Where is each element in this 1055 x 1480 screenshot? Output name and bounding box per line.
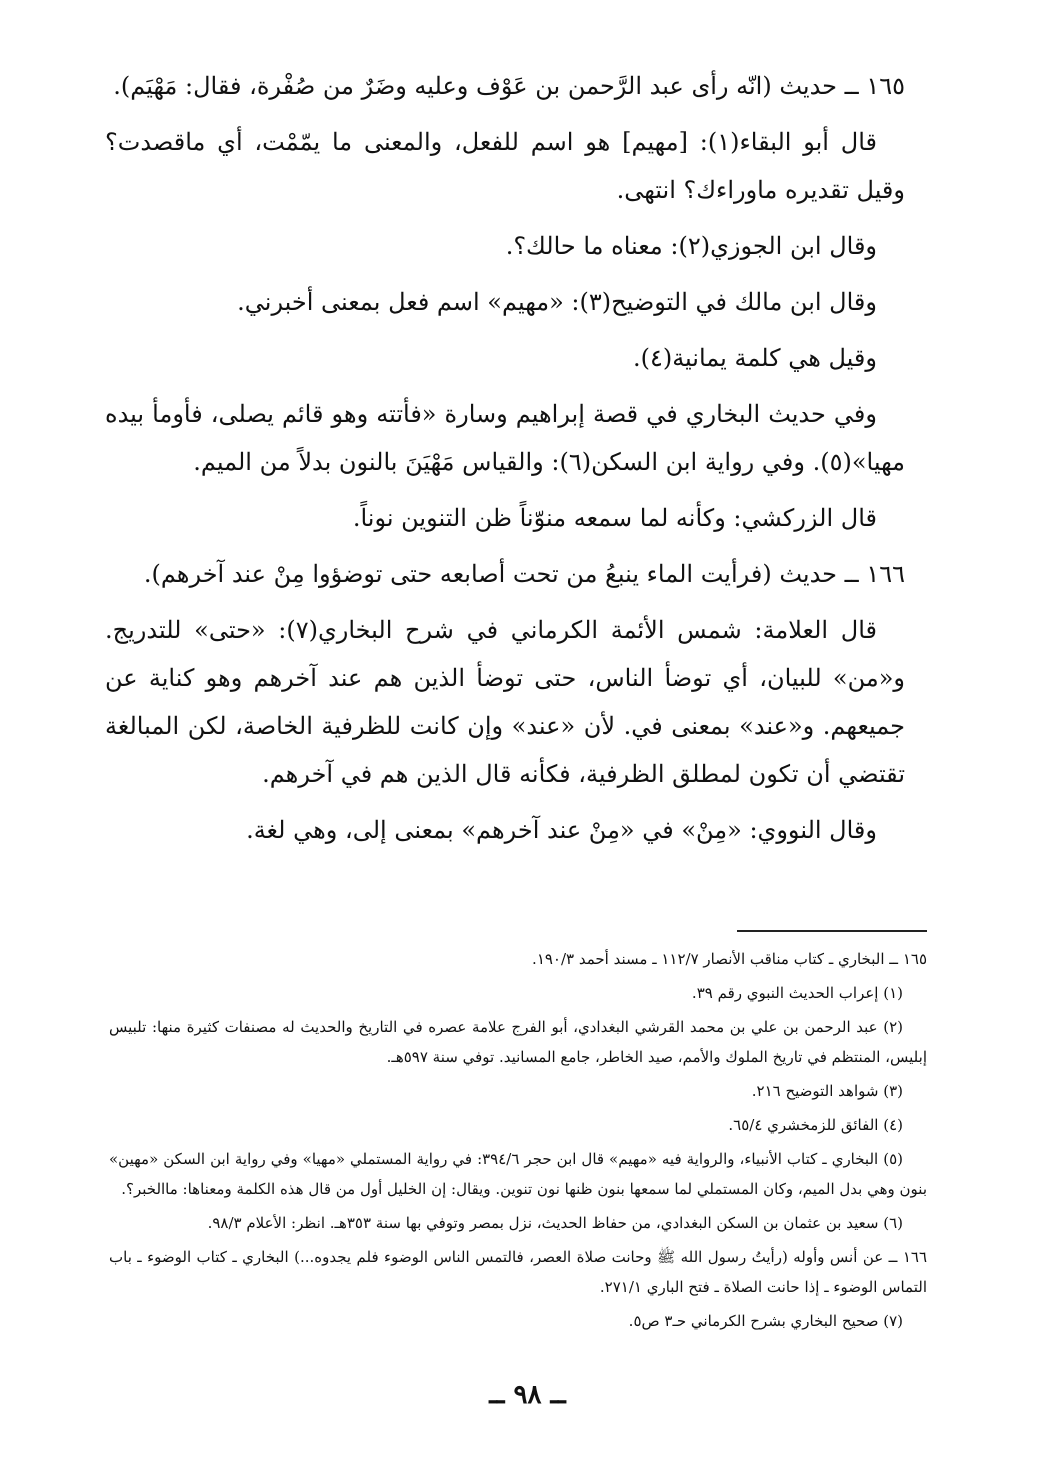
nawawi-paragraph: وقال النووي: «مِنْ» في «مِنْ عند آخرهم» بمعنى إلى، وهي لغة. [246,816,877,844]
hadith-165-heading: ١٦٥ ــ حديث (انّه رأى عبد الرَّحمن بن عَوْف وعليه وضَرٌ من صُفْرة، فقال: مَهْيَم). [113,72,905,100]
footnote-divider [737,930,927,932]
bukhari-sarah-paragraph: وفي حديث البخاري في قصة إبراهيم وسارة «فأتته وهو قائم يصلى، فأومأ بيده مهيا»(٥). وفي رواية ابن السكن(٦): والقياس مَهْيَنَ بالنون بدلاً من الميم. [105,400,905,476]
footnote: (١) إعراب الحديث النبوي رقم ٣٩. [691,984,903,1002]
footnote: (٥) البخاري ـ كتاب الأنبياء، والرواية فيه «مهيم» قال ابن حجر ٣٩٤/٦: في رواية المستملي «مهيا» وفي رواية ابن السكن «مهين» بنون وهي بدل الميم، وكان المستملي لما سمعها بنون ظنها نون تنوين. ويقال: إن الخليل أول من قال هذه الكلمة ومعناها: ماالخبر؟. [109,1150,927,1198]
footnote: ١٦٦ ــ عن أنس وأوله (رأيتُ رسول الله ﷺ وحانت صلاة العصر، فالتمس الناس الوضوء فلم يجدوه...) البخاري ـ كتاب الوضوء ـ باب التماس الوضوء ـ إذا حانت الصلاة ـ فتح الباري ٢٧١/١. [109,1248,927,1296]
main-text [105,62,905,862]
footnote: (٢) عبد الرحمن بن علي بن محمد القرشي البغدادي، أبو الفرج علامة عصره في التاريخ والحديث له مصنفات كثيرة منها: تلبيس إبليس، المنتظم في تاريخ الملوك والأمم، صيد الخاطر، جامع المسانيد. توفي سنة ٥٩٧هـ. [109,1018,927,1066]
page-number: ــ ٩٨ ــ [489,1380,566,1410]
footnotes [109,944,927,1340]
ibn-malik-paragraph: وقال ابن مالك في التوضيح(٣): «مهيم» اسم فعل بمعنى أخبرني. [237,288,877,316]
footnote: (٦) سعيد بن عثمان بن السكن البغدادي، من حفاظ الحديث، نزل بمصر وتوفي بها سنة ٣٥٣هـ. انظر: الأعلام ٩٨/٣. [207,1214,903,1232]
footnote: (٧) صحيح البخاري بشرح الكرماني حـ٣ ص٥. [628,1312,903,1330]
yemeni-word-paragraph: وقيل هي كلمة يمانية(٤). [632,344,877,372]
ibn-aljawzi-paragraph: وقال ابن الجوزي(٢): معناه ما حالك؟. [505,232,877,260]
kirmani-paragraph: قال العلامة: شمس الأئمة الكرماني في شرح البخاري(٧): «حتى» للتدريج. و«من» للبيان، أي توضأ الناس، حتى توضأ الذين هم عند آخرهم وهو كناية عن جميعهم. و«عند» بمعنى في. لأن «عند» وإن كانت للظرفية الخاصة، لكن المبالغة تقتضي أن تكون لمطلق الظرفية، فكأنه قال الذين هم في آخرهم. [105,616,905,788]
footnote: (٣) شواهد التوضيح ٢١٦. [751,1082,903,1100]
footnote: ١٦٥ ــ البخاري ـ كتاب مناقب الأنصار ١١٢/٧ ـ مسند أحمد ١٩٠/٣. [532,950,927,968]
hadith-166-heading: ١٦٦ ــ حديث (فرأيت الماء ينبعُ من تحت أصابعه حتى توضؤوا مِنْ عند آخرهم). [143,560,905,588]
footnote: (٤) الفائق للزمخشري ٦٥/٤. [728,1116,903,1134]
abu-albaqa-paragraph: قال أبو البقاء(١): [مهيم] هو اسم للفعل، والمعنى ما يمّمْت، أي ماقصدت؟ وقيل تقديره ماوراءك؟ انتهى. [105,128,905,204]
zarkashi-paragraph: قال الزركشي: وكأنه لما سمعه منوّناً ظن التنوين نوناً. [352,504,877,532]
